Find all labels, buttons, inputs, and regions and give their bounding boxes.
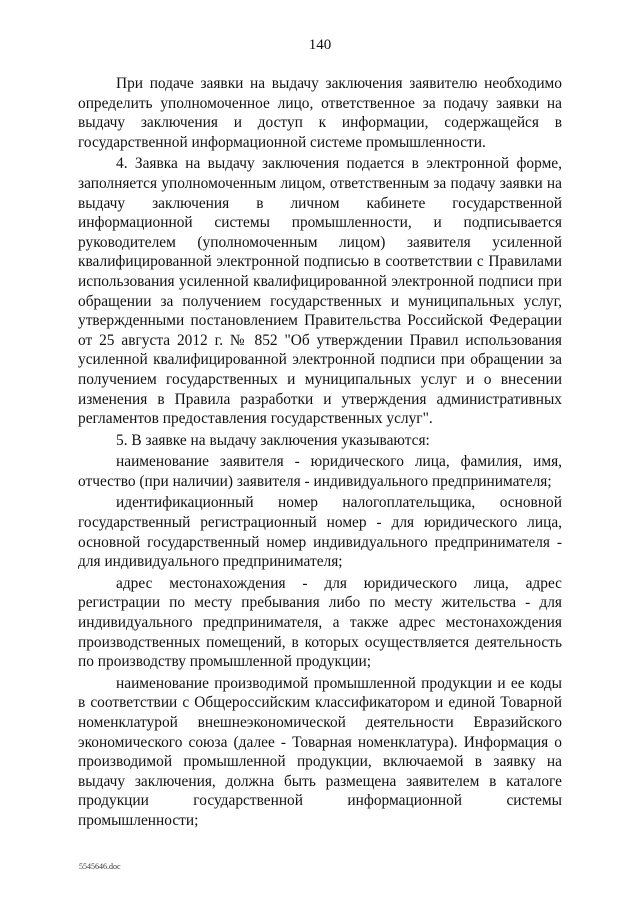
list-item-product-name: наименование производимой промышленной продукции и ее коды в соответствии с Общероссийским классификатором и единой Товарной номенклатурой внешнеэкономической деятельности Евразийского экономического союза (далее - Товарная номенклатура). Информация о производимой промышленной продукции, включаемой в заявку на выдачу заключения, должна быть размещена заявителем в каталоге продукции государственной информационной системы промышленности; — [78, 674, 562, 829]
paragraph-4-electronic-form: 4. Заявка на выдачу заключения подается в электронной форме, заполняется уполномоченным лицом, ответственным за подачу заявки на выдачу заключения в личном кабинете государственной информационной системы промышленности, и подписывается руководителем (уполномоченным лицом) заявителя усиленной квалифицированной электронной подписью в соответствии с Правилами использования усиленной квалифицированной электронной подписи при обращении за получением государственных и муниципальных услуг, утвержденными постановлением Правительства Российской Федерации от 25 августа 2012 г. № 852 "Об утверждении Правил использования усиленной квалифицированной электронной подписи при обращении за получением государственных и муниципальных услуг и о внесении изменения в Правила разработки и утверждения административных регламентов предоставления государственных услуг". — [78, 155, 562, 428]
document-body — [78, 74, 562, 833]
page-number: 140 — [308, 37, 332, 53]
list-item-applicant-name: наименование заявителя - юридического лица, фамилия, имя, отчество (при наличии) заявителя - индивидуального предпринимателя; — [78, 453, 562, 490]
paragraph-applicant-authorized-person: При подаче заявки на выдачу заключения заявителю необходимо определить уполномоченное лицо, ответственное за подачу заявки на выдачу заключения и доступ к информации, содержащейся в государственной информационной системе промышленности. — [78, 75, 562, 151]
paragraph-5-application-contents: 5. В заявке на выдачу заключения указываются: — [116, 431, 430, 449]
document-file-id: 5545646.doc — [79, 862, 121, 871]
list-item-address: адрес местонахождения - для юридического лица, адрес регистрации по месту пребывания либо по месту жительства - для индивидуального предпринимателя, а также адрес местонахождения производственных помещений, в которых осуществляется деятельность по производству промышленной продукции; — [78, 574, 562, 671]
list-item-tax-number: идентификационный номер налогоплательщика, основной государственный регистрационный номер - для юридического лица, основной государственный номер индивидуального предпринимателя - для индивидуального предпринимателя; — [78, 494, 562, 571]
